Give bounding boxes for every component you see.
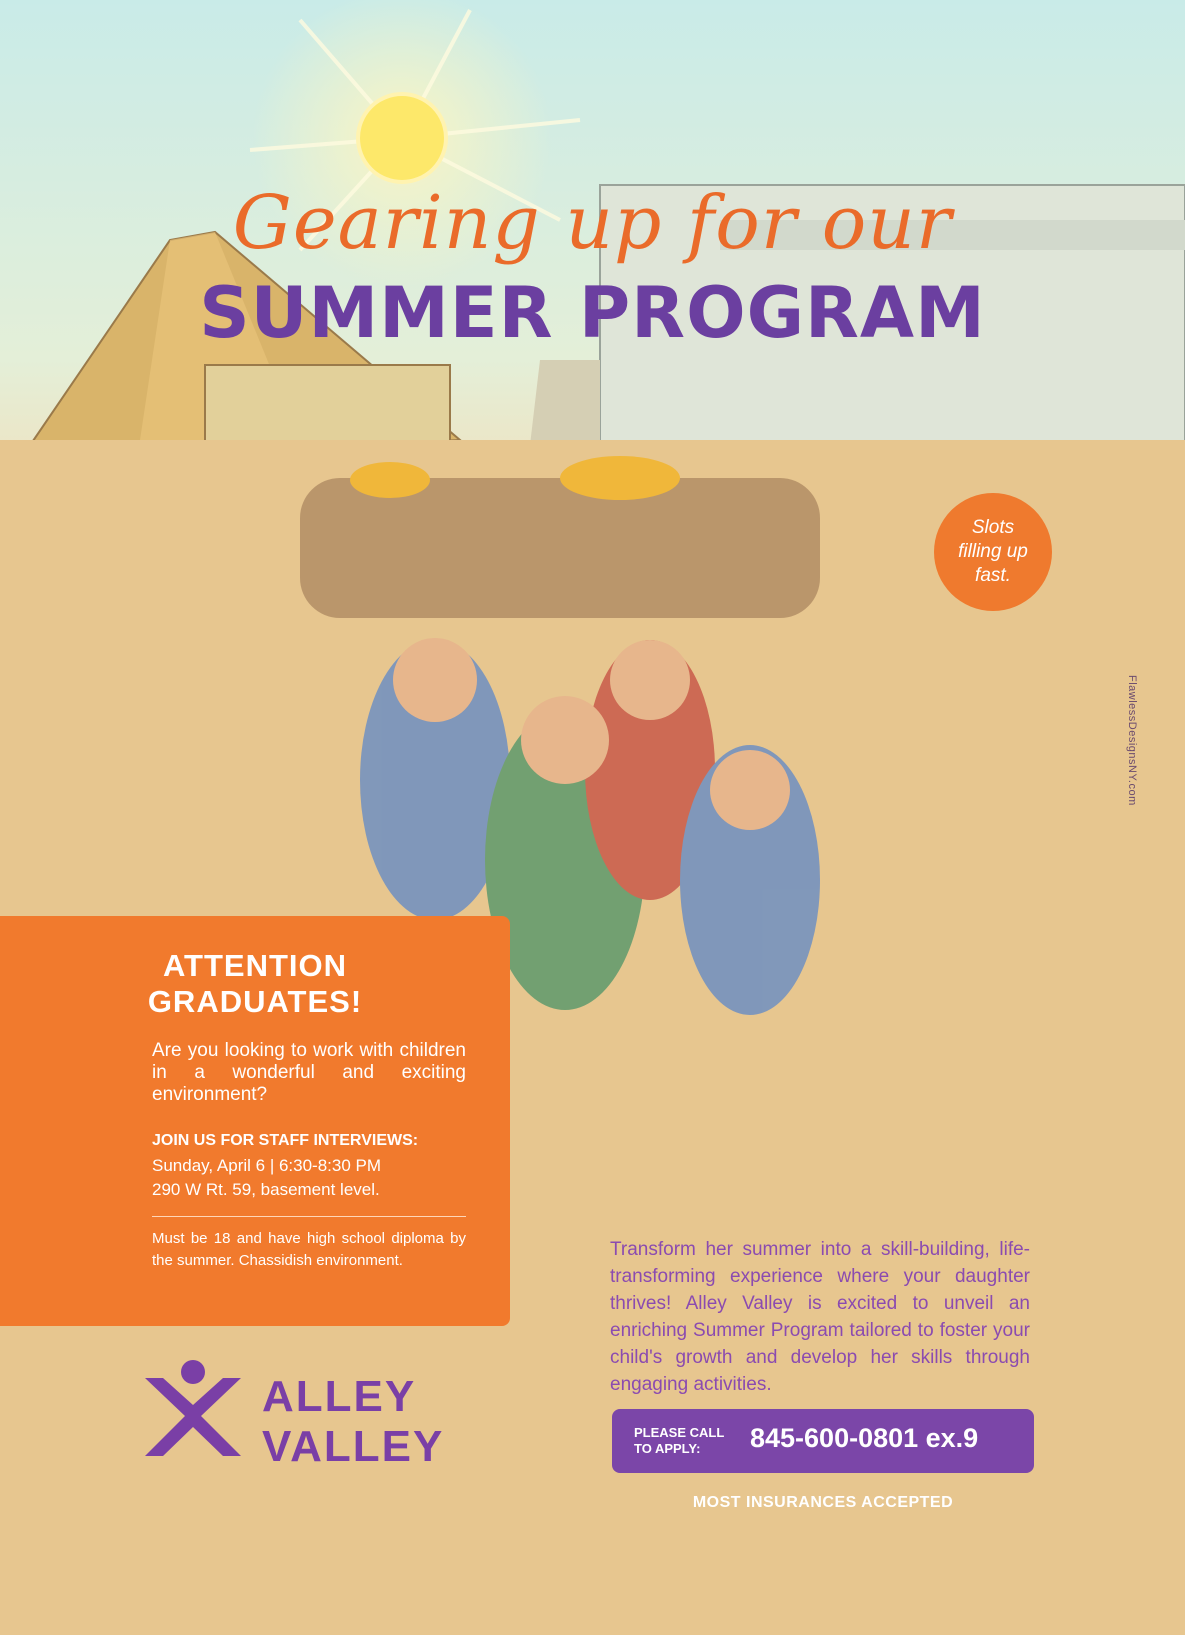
slots-badge — [934, 493, 1052, 611]
insurance-note: MOST INSURANCES ACCEPTED — [692, 1494, 954, 1511]
apply-label: PLEASE CALL TO APPLY: — [634, 1425, 725, 1456]
interview-date-time: Sunday, April 6 | 6:30-8:30 PM — [152, 1156, 382, 1175]
interview-location: 290 W Rt. 59, basement level. — [152, 1180, 380, 1199]
interviews-heading: JOIN US FOR STAFF INTERVIEWS: — [152, 1132, 419, 1149]
graduates-panel — [0, 916, 510, 1326]
headline-script: Gearing up for our — [232, 180, 953, 266]
graduates-body: Are you looking to work with children in a wonderful and exciting environment? — [152, 1040, 466, 1105]
brand-name — [262, 1372, 444, 1472]
requirements-note: Must be 18 and have high school diploma by the summer. Chassidish environment. — [152, 1230, 466, 1269]
promo-text: Transform her summer into a skill-building, life-transforming experience where your daughter thrives! Alley Valley is excited to unveil an enriching Summer Program tailored to foster your child's growth and develop her skills through engaging activities. — [610, 1239, 1030, 1395]
headline-main: SUMMER PROGRAM — [199, 272, 986, 354]
apply-phone-bar[interactable] — [612, 1409, 1034, 1473]
apply-phone-number[interactable]: 845-600-0801 ex.9 — [750, 1423, 979, 1453]
designer-credit: FlawlessDesignsNY.com — [1126, 675, 1138, 806]
brand-line-2: VALLEY — [262, 1422, 445, 1471]
brand-line-1: ALLEY — [262, 1372, 417, 1421]
graduates-title: ATTENTION GRADUATES! — [147, 948, 363, 1019]
panel-divider — [152, 1216, 466, 1217]
slots-badge-text: Slots filling up fast. — [958, 517, 1028, 586]
